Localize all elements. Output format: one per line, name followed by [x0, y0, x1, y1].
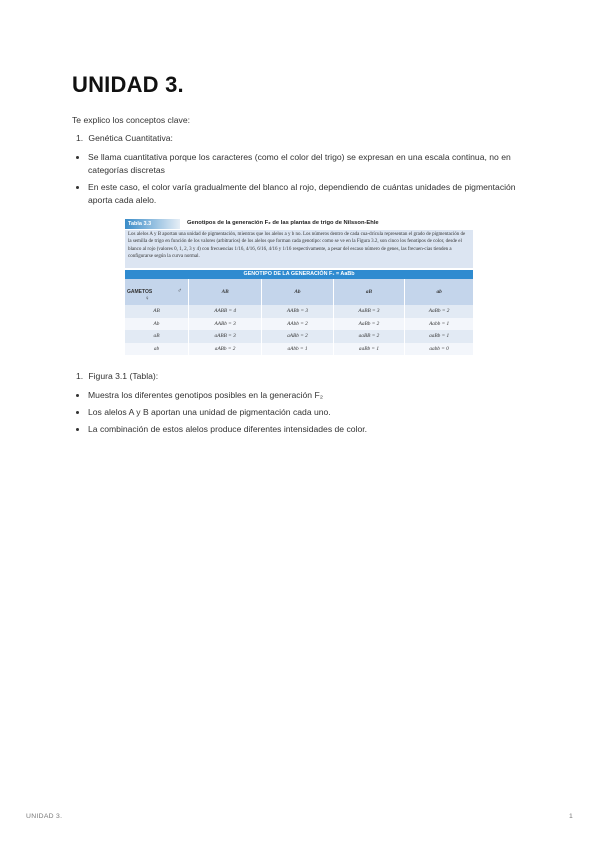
- figure-table-3-3: [125, 218, 473, 354]
- table-cell: aaBB = 2: [333, 330, 404, 343]
- table-cell: AABb = 3: [189, 318, 262, 331]
- table-cell: aaBb = 1: [333, 343, 404, 356]
- bullet-dot-icon: [76, 411, 79, 414]
- bullet-dot-icon: [76, 156, 79, 159]
- table-cell: aABb = 2: [262, 330, 333, 343]
- bullet-item: En este caso, el color varía gradualmente del blanco al rojo, dependiendo de cuántas unidades de pigmentación aporta cada alelo.: [74, 181, 534, 207]
- bullet-item: Se llama cuantitativa porque los caracteres (como el color del trigo) se expresan en una escala continua, no en categorías discretas: [74, 151, 534, 177]
- table-row: [125, 305, 473, 318]
- footer-title: UNIDAD 3.: [26, 813, 63, 820]
- table-cell: AABB = 4: [189, 305, 262, 318]
- bullet-dot-icon: [76, 394, 79, 397]
- section2-heading-text: Figura 3.1 (Tabla):: [88, 371, 159, 381]
- row-header: ab: [125, 343, 189, 356]
- row-header: AB: [125, 305, 189, 318]
- row-header: Ab: [125, 318, 189, 331]
- table-cell: aaBb = 1: [405, 330, 473, 343]
- table-row: [125, 343, 473, 356]
- table-cell: AaBB = 3: [333, 305, 404, 318]
- column-header: AB: [189, 279, 262, 305]
- column-header: aB: [333, 279, 404, 305]
- figure-caption-row: [125, 218, 473, 230]
- table-header-row: [125, 279, 473, 305]
- table-cell: AaBb = 2: [405, 305, 473, 318]
- section2-number: 1.: [76, 371, 84, 381]
- page-title: UNIDAD 3.: [72, 72, 184, 97]
- table-cell: aabb = 0: [405, 343, 473, 356]
- table-cell: Aabb = 1: [405, 318, 473, 331]
- page-number: 1: [569, 813, 573, 820]
- figure-description: Los alelos A y B aportan una unidad de pigmentación, mientras que los alelos a y b no. Los números dentro de cada cua-drícula representan el grado de pigmentación de la semilla de trigo en función de los valores (arbitrarios) de los alelos que forman cada genotipo: como se ve en la Figura 3.2, son cinco los fenotipos de color, desde el blanco al rojo (valores 0, 1, 2, 3 y 4) con frecuencias 1/16, 4/16, 6/16, 4/16 y 1/16 respectivamente, a pesar del escaso número de genes, las frecuen-cias tienden a configurarse según la curva normal.: [125, 230, 473, 268]
- genotype-table: [125, 279, 473, 355]
- column-header: Ab: [262, 279, 333, 305]
- table-cell: aAbb = 1: [262, 343, 333, 356]
- male-symbol-icon: ♂: [177, 288, 182, 294]
- section1-heading: [76, 133, 173, 143]
- table-row: [125, 330, 473, 343]
- row-header: aB: [125, 330, 189, 343]
- section2-bullets: [74, 389, 534, 440]
- table-cell: AABb = 3: [262, 305, 333, 318]
- female-symbol-icon: ♀: [145, 296, 150, 302]
- figure-tag: Tabla 3.3: [125, 219, 180, 229]
- table-cell: aABB = 3: [189, 330, 262, 343]
- bullet-item: La combinación de estos alelos produce diferentes intensidades de color.: [74, 423, 534, 436]
- figure-band: GENOTIPO DE LA GENERACIÓN F₁ = AaBb: [125, 270, 473, 279]
- table-cell: AAbb = 2: [262, 318, 333, 331]
- section1-bullets: [74, 151, 534, 211]
- bullet-dot-icon: [76, 428, 79, 431]
- bullet-dot-icon: [76, 186, 79, 189]
- section1-number: 1.: [76, 133, 84, 143]
- figure-title: Genotipos de la generación F₂ de las plantas de trigo de Nilsson-Ehle: [187, 220, 379, 226]
- bullet-item: Los alelos A y B aportan una unidad de pigmentación cada uno.: [74, 406, 534, 419]
- section2-heading: [76, 371, 158, 381]
- column-header: ab: [405, 279, 473, 305]
- intro-text: Te explico los conceptos clave:: [72, 115, 190, 125]
- table-cell: AaBb = 2: [333, 318, 404, 331]
- table-cell: aABb = 2: [189, 343, 262, 356]
- gametes-header: GAMETOS ♂ ♀: [125, 279, 189, 305]
- table-row: [125, 318, 473, 331]
- section1-heading-text: Genética Cuantitativa:: [88, 133, 173, 143]
- bullet-item: Muestra los diferentes genotipos posibles en la generación F₂: [74, 389, 534, 402]
